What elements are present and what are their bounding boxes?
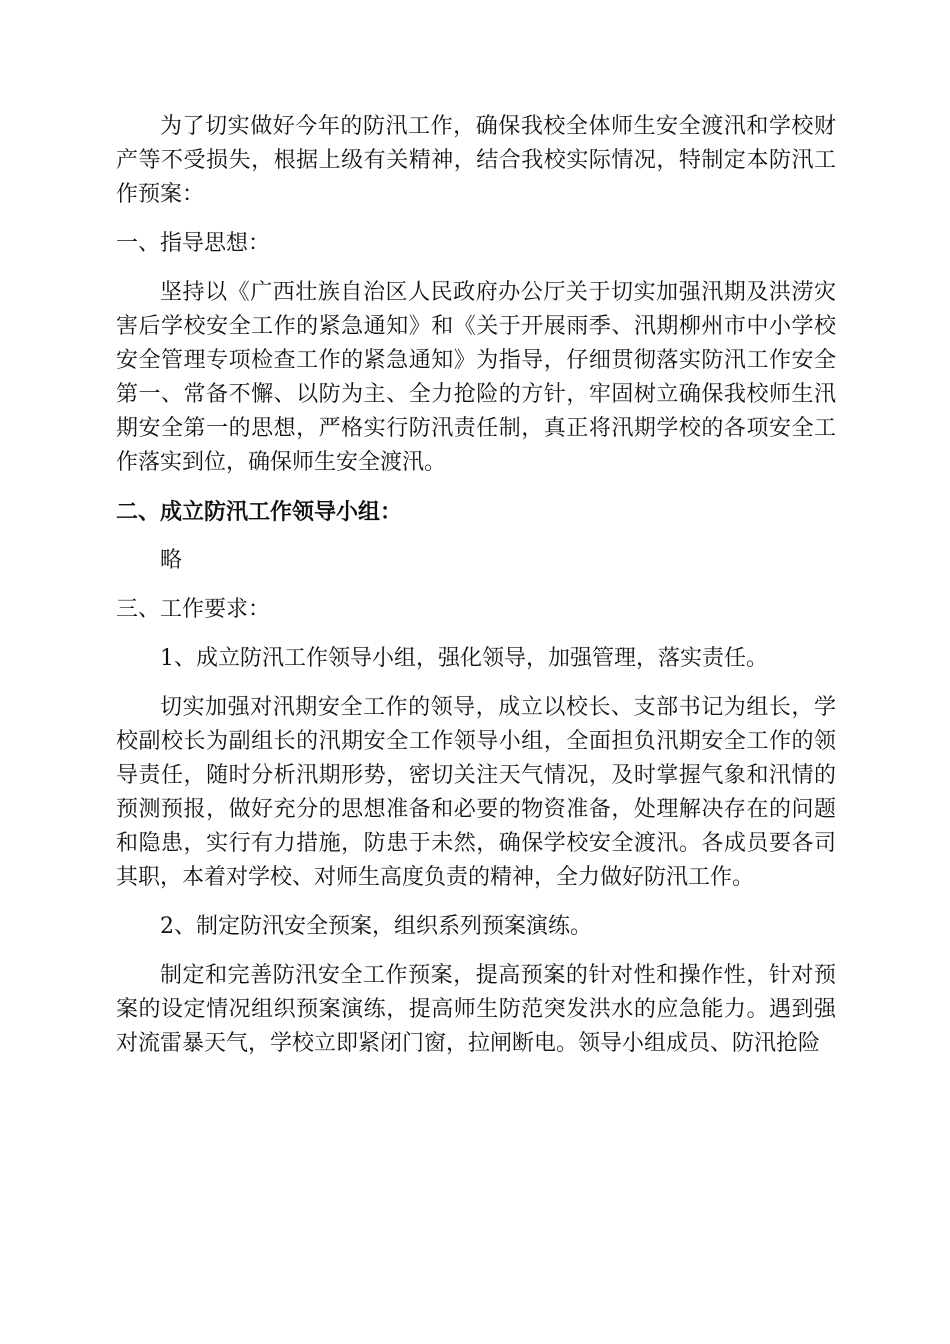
section1-body: 坚持以《广西壮族自治区人民政府办公厅关于切实加强汛期及洪涝灾害后学校安全工作的紧急通知》和《关于开展雨季、汛期柳州市中小学校安全管理专项检查工作的紧急通知》为指导，仔细贯彻落实防汛工作安全第一、常备不懈、以防为主、全力抢险的方针，牢固树立确保我校师生汛期安全第一的思想，严格实行防汛责任制，真正将汛期学校的各项安全工作落实到位，确保师生安全渡汛。 [116,280,836,475]
section3-item2-body: 制定和完善防汛安全工作预案，提高预案的针对性和操作性，针对预案的设定情况组织预案演练，提高师生防范突发洪水的应急能力。遇到强对流雷暴天气，学校立即紧闭门窗，拉闸断电。领导小组成员、防汛抢险 [116,963,836,1056]
section3-heading: 三、工作要求： [116,597,271,622]
section2-heading: 二、成立防汛工作领导小组： [116,499,403,525]
document-page [116,110,836,1076]
intro-paragraph: 为了切实做好今年的防汛工作，确保我校全体师生安全渡汛和学校财产等不受损失，根据上级有关精神，结合我校实际情况，特制定本防汛工作预案： [116,114,836,207]
section3-item1-body: 切实加强对汛期安全工作的领导，成立以校长、支部书记为组长，学校副校长为副组长的汛期安全工作领导小组，全面担负汛期安全工作的领导责任，随时分析汛期形势，密切关注天气情况，及时掌握气象和汛情的预测预报，做好充分的思想准备和必要的物资准备，处理解决存在的问题和隐患，实行有力措施，防患于未然，确保学校安全渡汛。各成员要各司其职，本着对学校、对师生高度负责的精神，全力做好防汛工作。 [116,695,836,890]
section3-item2-title: 2、制定防汛安全预案，组织系列预案演练。 [160,914,592,939]
section2-body: 略 [160,548,183,573]
section3-item1-title: 1、成立防汛工作领导小组，强化领导，加强管理，落实责任。 [160,646,768,671]
section1-heading: 一、指导思想： [116,231,271,256]
